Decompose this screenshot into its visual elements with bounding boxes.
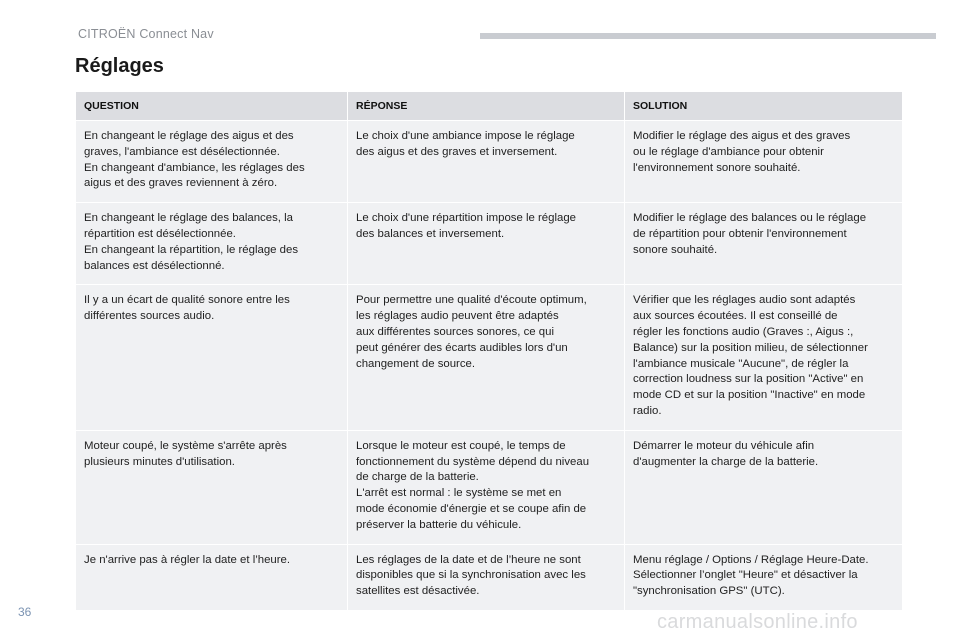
header-title: CITROËN Connect Nav <box>78 27 214 41</box>
solution-cell-line: de répartition pour obtenir l'environnement <box>633 227 847 240</box>
answer-cell-line: peut générer des écarts audibles lors d'un <box>356 341 568 354</box>
table-header-row <box>76 92 903 121</box>
solution-cell-line: l'ambiance musicale "Aucune", de régler la <box>633 357 849 370</box>
question-cell-line: graves, l'ambiance est désélectionnée. <box>84 145 280 158</box>
table-body <box>76 121 903 611</box>
page-number: 36 <box>18 605 32 619</box>
solution-cell-line: mode CD et sur la position "Inactive" en mode <box>633 389 866 402</box>
question-cell-line: En changeant le réglage des aigus et des <box>84 130 294 142</box>
answer-cell-line: Le choix d'une ambiance impose le réglage <box>356 130 575 142</box>
question-cell-line: balances est désélectionné. <box>84 259 225 272</box>
solution-cell <box>625 203 903 285</box>
solution-cell-line: "synchronisation GPS" (UTC). <box>633 585 785 598</box>
faq-table <box>75 91 903 611</box>
column-header-question: QUESTION <box>76 92 348 121</box>
answer-cell-line: satellites est désactivée. <box>356 585 480 598</box>
solution-cell-line: Modifier le réglage des aigus et des graves <box>633 130 851 142</box>
header-bar <box>480 33 936 39</box>
question-cell-line: Il y a un écart de qualité sonore entre les <box>84 294 290 307</box>
page-title: Réglages <box>75 55 164 77</box>
answer-cell-line: des balances et inversement. <box>356 227 505 240</box>
solution-cell <box>625 285 903 430</box>
table-row <box>76 203 903 285</box>
question-cell <box>76 121 348 203</box>
answer-cell-line: les réglages audio peuvent être adaptés <box>356 310 559 323</box>
table-row <box>76 430 903 544</box>
answer-cell-line: des aigus et des graves et inversement. <box>356 145 558 158</box>
table-row <box>76 544 903 610</box>
solution-cell-line: l'environnement sonore souhaité. <box>633 161 801 174</box>
question-cell <box>76 544 348 610</box>
solution-cell-line: Menu réglage / Options / Réglage Heure-Date. <box>633 553 869 566</box>
table-row <box>76 121 903 203</box>
question-cell-line: répartition est désélectionnée. <box>84 227 236 240</box>
question-cell-line: aigus et des graves reviennent à zéro. <box>84 177 278 190</box>
question-cell-line: En changeant la répartition, le réglage des <box>84 243 299 256</box>
solution-cell-line: d'augmenter la charge de la batterie. <box>633 455 819 468</box>
question-cell-line: Je n'arrive pas à régler la date et l’heure. <box>84 553 291 566</box>
question-cell-line: En changeant d'ambiance, les réglages des <box>84 161 305 174</box>
answer-cell-line: Lorsque le moteur est coupé, le temps de <box>356 439 566 452</box>
answer-cell-line: préserver la batterie du véhicule. <box>356 518 522 531</box>
answer-cell-line: L'arrêt est normal : le système se met en <box>356 487 562 500</box>
solution-cell-line: Balance) sur la position milieu, de sélectionner <box>633 341 868 354</box>
solution-cell-line: radio. <box>633 404 662 417</box>
column-header-solution: SOLUTION <box>625 92 903 121</box>
solution-cell-line: Démarrer le moteur du véhicule afin <box>633 439 815 452</box>
answer-cell <box>348 121 625 203</box>
answer-cell-line: disponibles que si la synchronisation avec les <box>356 569 586 582</box>
solution-cell <box>625 121 903 203</box>
faq-table-container <box>75 91 902 611</box>
solution-cell <box>625 430 903 544</box>
question-cell-line: plusieurs minutes d'utilisation. <box>84 455 235 468</box>
question-cell-line: En changeant le réglage des balances, la <box>84 212 293 225</box>
solution-cell-line: Sélectionner l’onglet "Heure" et désactiver la <box>633 569 858 582</box>
question-cell <box>76 285 348 430</box>
solution-cell <box>625 544 903 610</box>
answer-cell <box>348 203 625 285</box>
answer-cell-line: Pour permettre une qualité d'écoute optimum, <box>356 294 587 307</box>
solution-cell-line: aux sources écoutées. Il est conseillé de <box>633 310 838 323</box>
answer-cell-line: aux différentes sources sonores, ce qui <box>356 325 554 338</box>
answer-cell-line: Le choix d'une répartition impose le réglage <box>356 212 576 225</box>
column-header-answer: RÉPONSE <box>348 92 625 121</box>
solution-cell-line: ou le réglage d'ambiance pour obtenir <box>633 145 824 158</box>
answer-cell-line: changement de source. <box>356 357 476 370</box>
answer-cell <box>348 430 625 544</box>
solution-cell-line: sonore souhaité. <box>633 243 718 256</box>
solution-cell-line: correction loudness sur la position "Active" en <box>633 373 864 386</box>
answer-cell-line: fonctionnement du système dépend du niveau <box>356 455 590 468</box>
answer-cell <box>348 285 625 430</box>
question-cell <box>76 430 348 544</box>
table-row <box>76 285 903 430</box>
question-cell-line: Moteur coupé, le système s'arrête après <box>84 439 287 452</box>
solution-cell-line: Modifier le réglage des balances ou le réglage <box>633 212 867 225</box>
solution-cell-line: régler les fonctions audio (Graves :, Aigus :, <box>633 325 854 338</box>
answer-cell-line: de charge de la batterie. <box>356 471 479 484</box>
question-cell <box>76 203 348 285</box>
watermark: carmanualsonline.info <box>657 611 858 633</box>
answer-cell-line: mode économie d'énergie et se coupe afin de <box>356 502 587 515</box>
question-cell-line: différentes sources audio. <box>84 310 215 323</box>
solution-cell-line: Vérifier que les réglages audio sont adaptés <box>633 294 856 307</box>
answer-cell-line: Les réglages de la date et de l’heure ne sont <box>356 553 581 566</box>
answer-cell <box>348 544 625 610</box>
